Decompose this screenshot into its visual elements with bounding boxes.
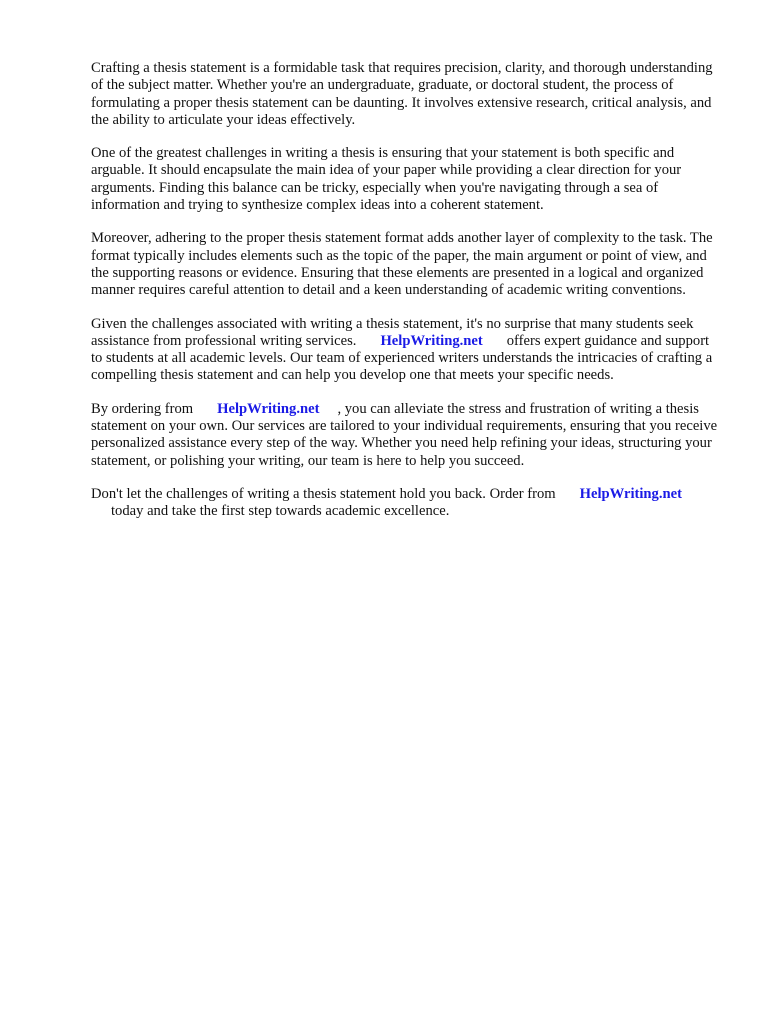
document-page	[91, 60, 723, 537]
paragraph-assistance-text-after: offers expert guidance and support to students at all academic levels. Our team of experienced writers understands the intricacies of crafting a compelling thesis statement and can help you develop one that meets your specific needs.	[91, 332, 713, 384]
paragraph-closing-text-after: today and take the first step towards academic excellence.	[111, 503, 450, 520]
paragraph-ordering	[91, 401, 723, 470]
paragraph-ordering-text-before: By ordering from	[91, 400, 194, 417]
helpwriting-link[interactable]: HelpWriting.net	[380, 332, 483, 349]
helpwriting-link[interactable]: HelpWriting.net	[579, 485, 682, 502]
paragraph-closing-text-before: Don't let the challenges of writing a thesis statement hold you back. Order from	[91, 485, 556, 502]
paragraph-intro: Crafting a thesis statement is a formidable task that requires precision, clarity, and thorough understanding of the subject matter. Whether you're an undergraduate, graduate, or doctoral student, the process of formulating a proper thesis statement can be daunting. It involves extensive research, critical analysis, and the ability to articulate your ideas effectively.	[91, 60, 713, 128]
paragraph-format: Moreover, adhering to the proper thesis statement format adds another layer of complexity to the task. The format typically includes elements such as the topic of the paper, the main argument or point of view, and the supporting reasons or evidence. Ensuring that these elements are presented in a logical and organized manner requires careful attention to detail and a keen understanding of academic writing conventions.	[91, 230, 713, 299]
paragraph-ordering-text-after: , you can alleviate the stress and frustration of writing a thesis statement on your own. Our services are tailored to your individual requirements, ensuring that you receive personalized assistance every step of the way. Whether you need help refining your ideas, structuring your statement, or polishing your writing, our team is here to help you succeed.	[91, 400, 718, 469]
helpwriting-link[interactable]: HelpWriting.net	[217, 400, 320, 417]
paragraph-assistance	[91, 316, 723, 385]
paragraph-assistance-text-before: Given the challenges associated with writing a thesis statement, it's no surprise that many students seek assistance from professional writing services.	[91, 315, 694, 349]
paragraph-challenges: One of the greatest challenges in writing a thesis is ensuring that your statement is both specific and arguable. It should encapsulate the main idea of your paper while providing a clear direction for your arguments. Finding this balance can be tricky, especially when you're navigating through a sea of information and trying to synthesize complex ideas into a coherent statement.	[91, 145, 682, 214]
paragraph-closing	[91, 486, 723, 521]
